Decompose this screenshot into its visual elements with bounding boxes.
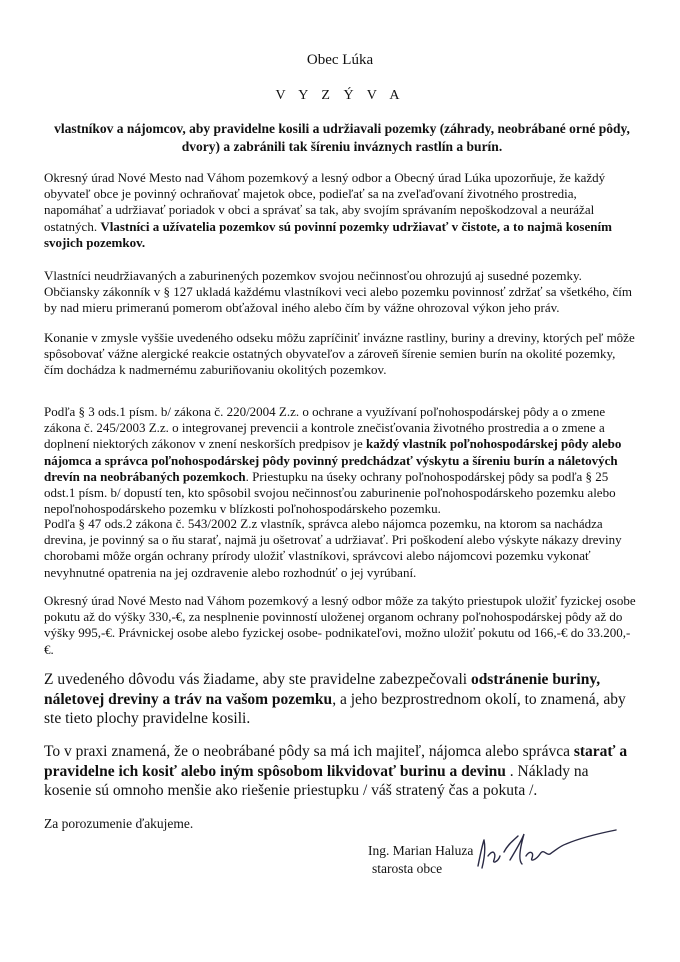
intro-line-2: dvory) a zabránili tak šíreniu inváznych rastlín a burín. xyxy=(181,139,503,154)
paragraph-1-bold: Vlastníci a užívatelia pozemkov sú povinní pozemky udržiavať v čistote, a to najmä kosením svojich pozemkov. xyxy=(44,218,612,250)
paragraph-4 xyxy=(44,404,636,517)
paragraph-4-bold: každý vlastník poľnohospodárskej pôdy alebo nájomca a správca poľnohospodárskej pôdy povinný predchádzať výskytu a šíreniu burín a náletových drevín na neobrábaných pozemkoch xyxy=(44,436,622,484)
paragraph-3 xyxy=(44,330,636,379)
closing-text: Za porozumenie ďakujeme. xyxy=(44,816,194,831)
paragraph-6 xyxy=(44,593,636,658)
paragraph-2-text: Vlastníci neudržiavaných a zaburinených pozemkov svojou nečinnosťou ohrozujú aj susedné pozemky. Občiansky zákonník v § 127 ukladá každému vlastníkovi veci alebo pozemku povinnosť zdržať sa všetkého, čím by nad mieru primeranú pomerom obťažoval iného alebo čím by vážne ohrozoval výkon jeho práv. xyxy=(44,268,633,316)
paragraph-3-text: Konanie v zmysle vyššie uvedeného odseku môžu zapríčiniť invázne rastliny, buriny a dreviny, ktorých peľ môže spôsobovať vážne alergické reakcie ostatných obyvateľov a zároveň šírenie semien burín na okolité pozemky, čím dochádza k nadmernému zaburiňovaniu okolitých pozemkov. xyxy=(44,330,635,378)
paragraph-5-text: Podľa § 47 ods.2 zákona č. 543/2002 Z.z vlastník, správca alebo nájomca pozemku, na ktorom sa nachádza drevina, je povinný sa o ňu starať, najmä ju ošetrovať a udržiavať. Pri poškodení alebo výskyte nákazy dreviny chorobami môže orgán ochrany prírody uložiť vlastníkovi, správcovi alebo nájomcovi pozemku vykonať nevyhnutné opatrenia na jej ozdravenie alebo rozhodnúť o jej vyrúbaní. xyxy=(44,516,622,580)
intro-line-1: vlastníkov a nájomcov, aby pravidelne kosili a udržiavali pozemky (záhrady, neobrábané orné pôdy, xyxy=(54,121,630,136)
paragraph-7-bold: odstránenie buriny, náletovej dreviny a tráv na vašom pozemku xyxy=(44,671,601,708)
handwritten-signature xyxy=(470,826,620,878)
paragraph-8-text-c: . Náklady na kosenie sú omnoho menšie ako riešenie priestupku / váš stratený čas a pokuta /. xyxy=(44,762,589,799)
signatory-role: starosta obce xyxy=(372,861,443,876)
paragraph-4-text-c: . Priestupku na úseky ochrany poľnohospodárskej pôdy sa podľa § 25 odst.1 písm. b/ dopustí ten, kto spôsobil svojou nečinnosťou zaburinenie poľnohospodárskeho pozemku alebo nepoľnohospodárskeho pozemku v blízkosti poľnohospodárskeho pozemku. xyxy=(44,468,616,517)
paragraph-8-text-a: To v praxi znamená, že o neobrábané pôdy sa má ich majiteľ, nájomca alebo správca xyxy=(44,743,574,760)
paragraph-2 xyxy=(44,268,636,317)
paragraph-4-text-a: Podľa § 3 ods.1 písm. b/ zákona č. 220/2004 Z.z. o ochrane a využívaní poľnohospodárskej pôdy a o zmene zákona č. 245/2003 Z.z. o integrovanej prevencii a kontrole znečisťovania životného prostredia a o zmene a doplnení niektorých zákonov v znení neskorších predpisov je xyxy=(44,404,606,452)
paragraph-8-bold: starať a pravidelne ich kosiť alebo iným spôsobom likvidovať burinu a devinu xyxy=(44,743,628,780)
document-title: V Y Z Ý V A xyxy=(275,88,405,103)
intro-heading xyxy=(44,120,640,156)
paragraph-1-text: Okresný úrad Nové Mesto nad Váhom pozemkový a lesný odbor a Obecný úrad Lúka upozorňuje, že každý obyvateľ obce je povinný ochraňovať majetok obce, podieľať sa na zveľaďovaní životného prostredia, napomáhať a udržiavať poriadok v obci a správať sa tak, aby svojím správaním nepoškodzoval a neurážal ostatných. xyxy=(44,170,606,234)
paragraph-5 xyxy=(44,516,636,581)
paragraph-6-text: Okresný úrad Nové Mesto nad Váhom pozemkový a lesný odbor môže za takýto priestupok uložiť fyzickej osobe pokutu až do výšky 330,-€, za nesplnenie povinností uloženej organom ochrany poľnohospodárskej pôdy až do výšky 995,-€. Právnickej osobe alebo fyzickej osobe- podnikateľovi, možno uložiť pokutu od 166,-€ do 33.200,-€. xyxy=(44,593,636,657)
paragraph-7 xyxy=(44,670,636,729)
paragraph-1 xyxy=(44,170,636,251)
paragraph-7-text-c: , a jeho bezprostrednom okolí, to znamená, aby ste tieto plochy pravidelne kosili. xyxy=(44,690,626,727)
municipality-title: Obec Lúka xyxy=(306,52,374,68)
signature-block xyxy=(368,842,473,878)
paragraph-8 xyxy=(44,742,636,801)
signatory-name: Ing. Marian Haluza xyxy=(368,843,474,858)
paragraph-7-text-a: Z uvedeného dôvodu vás žiadame, aby ste pravidelne zabezpečovali xyxy=(44,671,471,688)
